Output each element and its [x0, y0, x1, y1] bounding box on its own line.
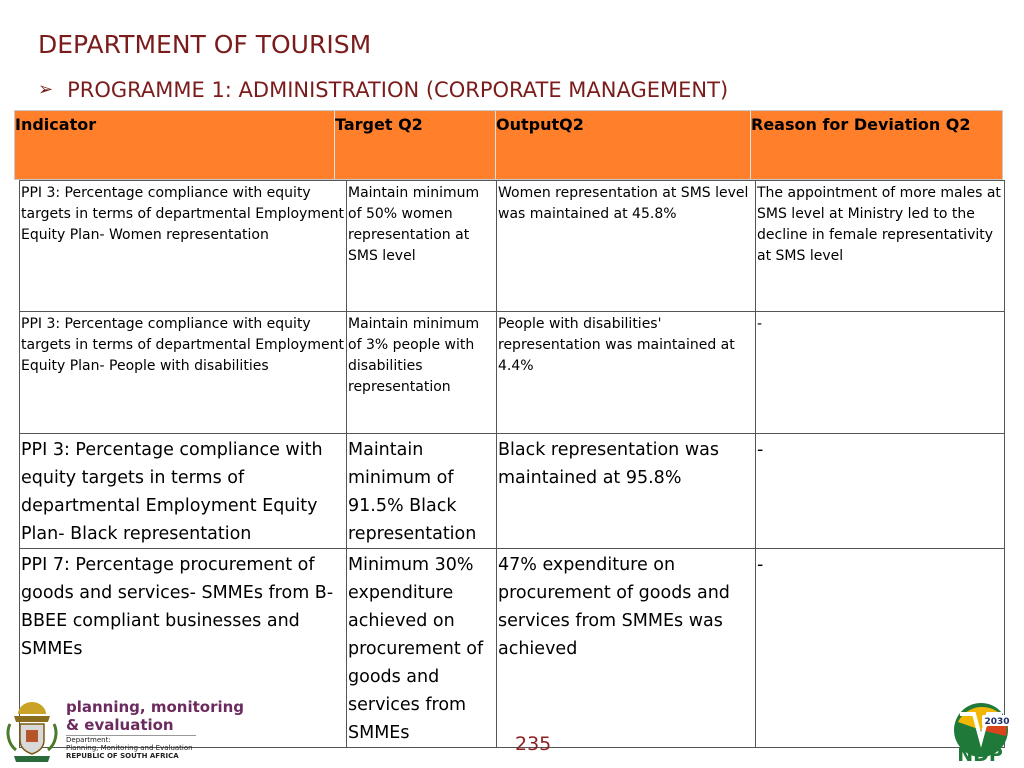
table-row [20, 181, 1005, 312]
target-cell: Maintain minimum of 3% people with disabilities representation [347, 312, 497, 434]
header-indicator: Indicator [15, 111, 335, 179]
header-reason-q2: Reason for Deviation Q2 [751, 115, 971, 134]
coat-of-arms-icon [4, 698, 60, 764]
table-row [20, 312, 1005, 434]
indicator-cell: PPI 3: Percentage compliance with equity targets in terms of departmental Employment Equity Plan- Women representation [20, 181, 347, 312]
pme-country: REPUBLIC OF SOUTH AFRICA [66, 752, 179, 761]
reason-cell: - [756, 434, 1005, 549]
table-row [20, 434, 1005, 549]
header-target-q2: Target Q2 [335, 111, 496, 179]
target-cell: Minimum 30% expenditure achieved on procurement of goods and services from SMMEs [347, 549, 497, 748]
ndp-logo [946, 700, 1016, 764]
arrow-bullet-icon: ➢ [38, 79, 54, 100]
page-number: 235 [515, 733, 552, 755]
slide-subtitle [38, 78, 728, 102]
reason-cell: - [756, 549, 1005, 748]
pme-logo [4, 698, 245, 764]
pme-line2: & evaluation [66, 716, 174, 734]
indicator-cell: PPI 3: Percentage compliance with equity targets in terms of departmental Employment Equity Plan- Black representation [20, 434, 347, 549]
target-cell: Maintain minimum of 50% women representation at SMS level [347, 181, 497, 312]
pme-dept-name: Planning, Monitoring and Evaluation [66, 744, 193, 753]
header-output-q2: OutputQ2 [496, 111, 751, 179]
indicator-cell: PPI 7: Percentage procurement of goods and services- SMMEs from B-BBEE compliant businesses and SMMEs [20, 549, 347, 748]
output-cell: 47% expenditure on procurement of goods and services from SMMEs was achieved [497, 549, 756, 748]
reason-cell: - [756, 312, 1005, 434]
pme-line1: planning, monitoring [66, 698, 245, 716]
indicator-table [19, 180, 1005, 748]
reason-cell: The appointment of more males at SMS level at Ministry led to the decline in female representativity at SMS level [756, 181, 1005, 312]
indicator-cell: PPI 3: Percentage compliance with equity targets in terms of departmental Employment Equity Plan- People with disabilities [20, 312, 347, 434]
ndp-year: 2030 [984, 717, 1010, 727]
ndp-logo-icon [946, 700, 1016, 764]
output-cell: Women representation at SMS level was maintained at 45.8% [497, 181, 756, 312]
slide-title: DEPARTMENT OF TOURISM [38, 30, 372, 59]
ndp-text: NDP [957, 744, 1003, 764]
subtitle-text: PROGRAMME 1: ADMINISTRATION (CORPORATE MANAGEMENT) [67, 78, 729, 102]
pme-department [66, 736, 206, 760]
output-cell: Black representation was maintained at 95.8% [497, 434, 756, 549]
pme-dept-label: Department: [66, 736, 111, 744]
output-cell: People with disabilities' representation was maintained at 4.4% [497, 312, 756, 434]
table-header [14, 110, 1003, 180]
target-cell: Maintain minimum of 91.5% Black representation [347, 434, 497, 549]
